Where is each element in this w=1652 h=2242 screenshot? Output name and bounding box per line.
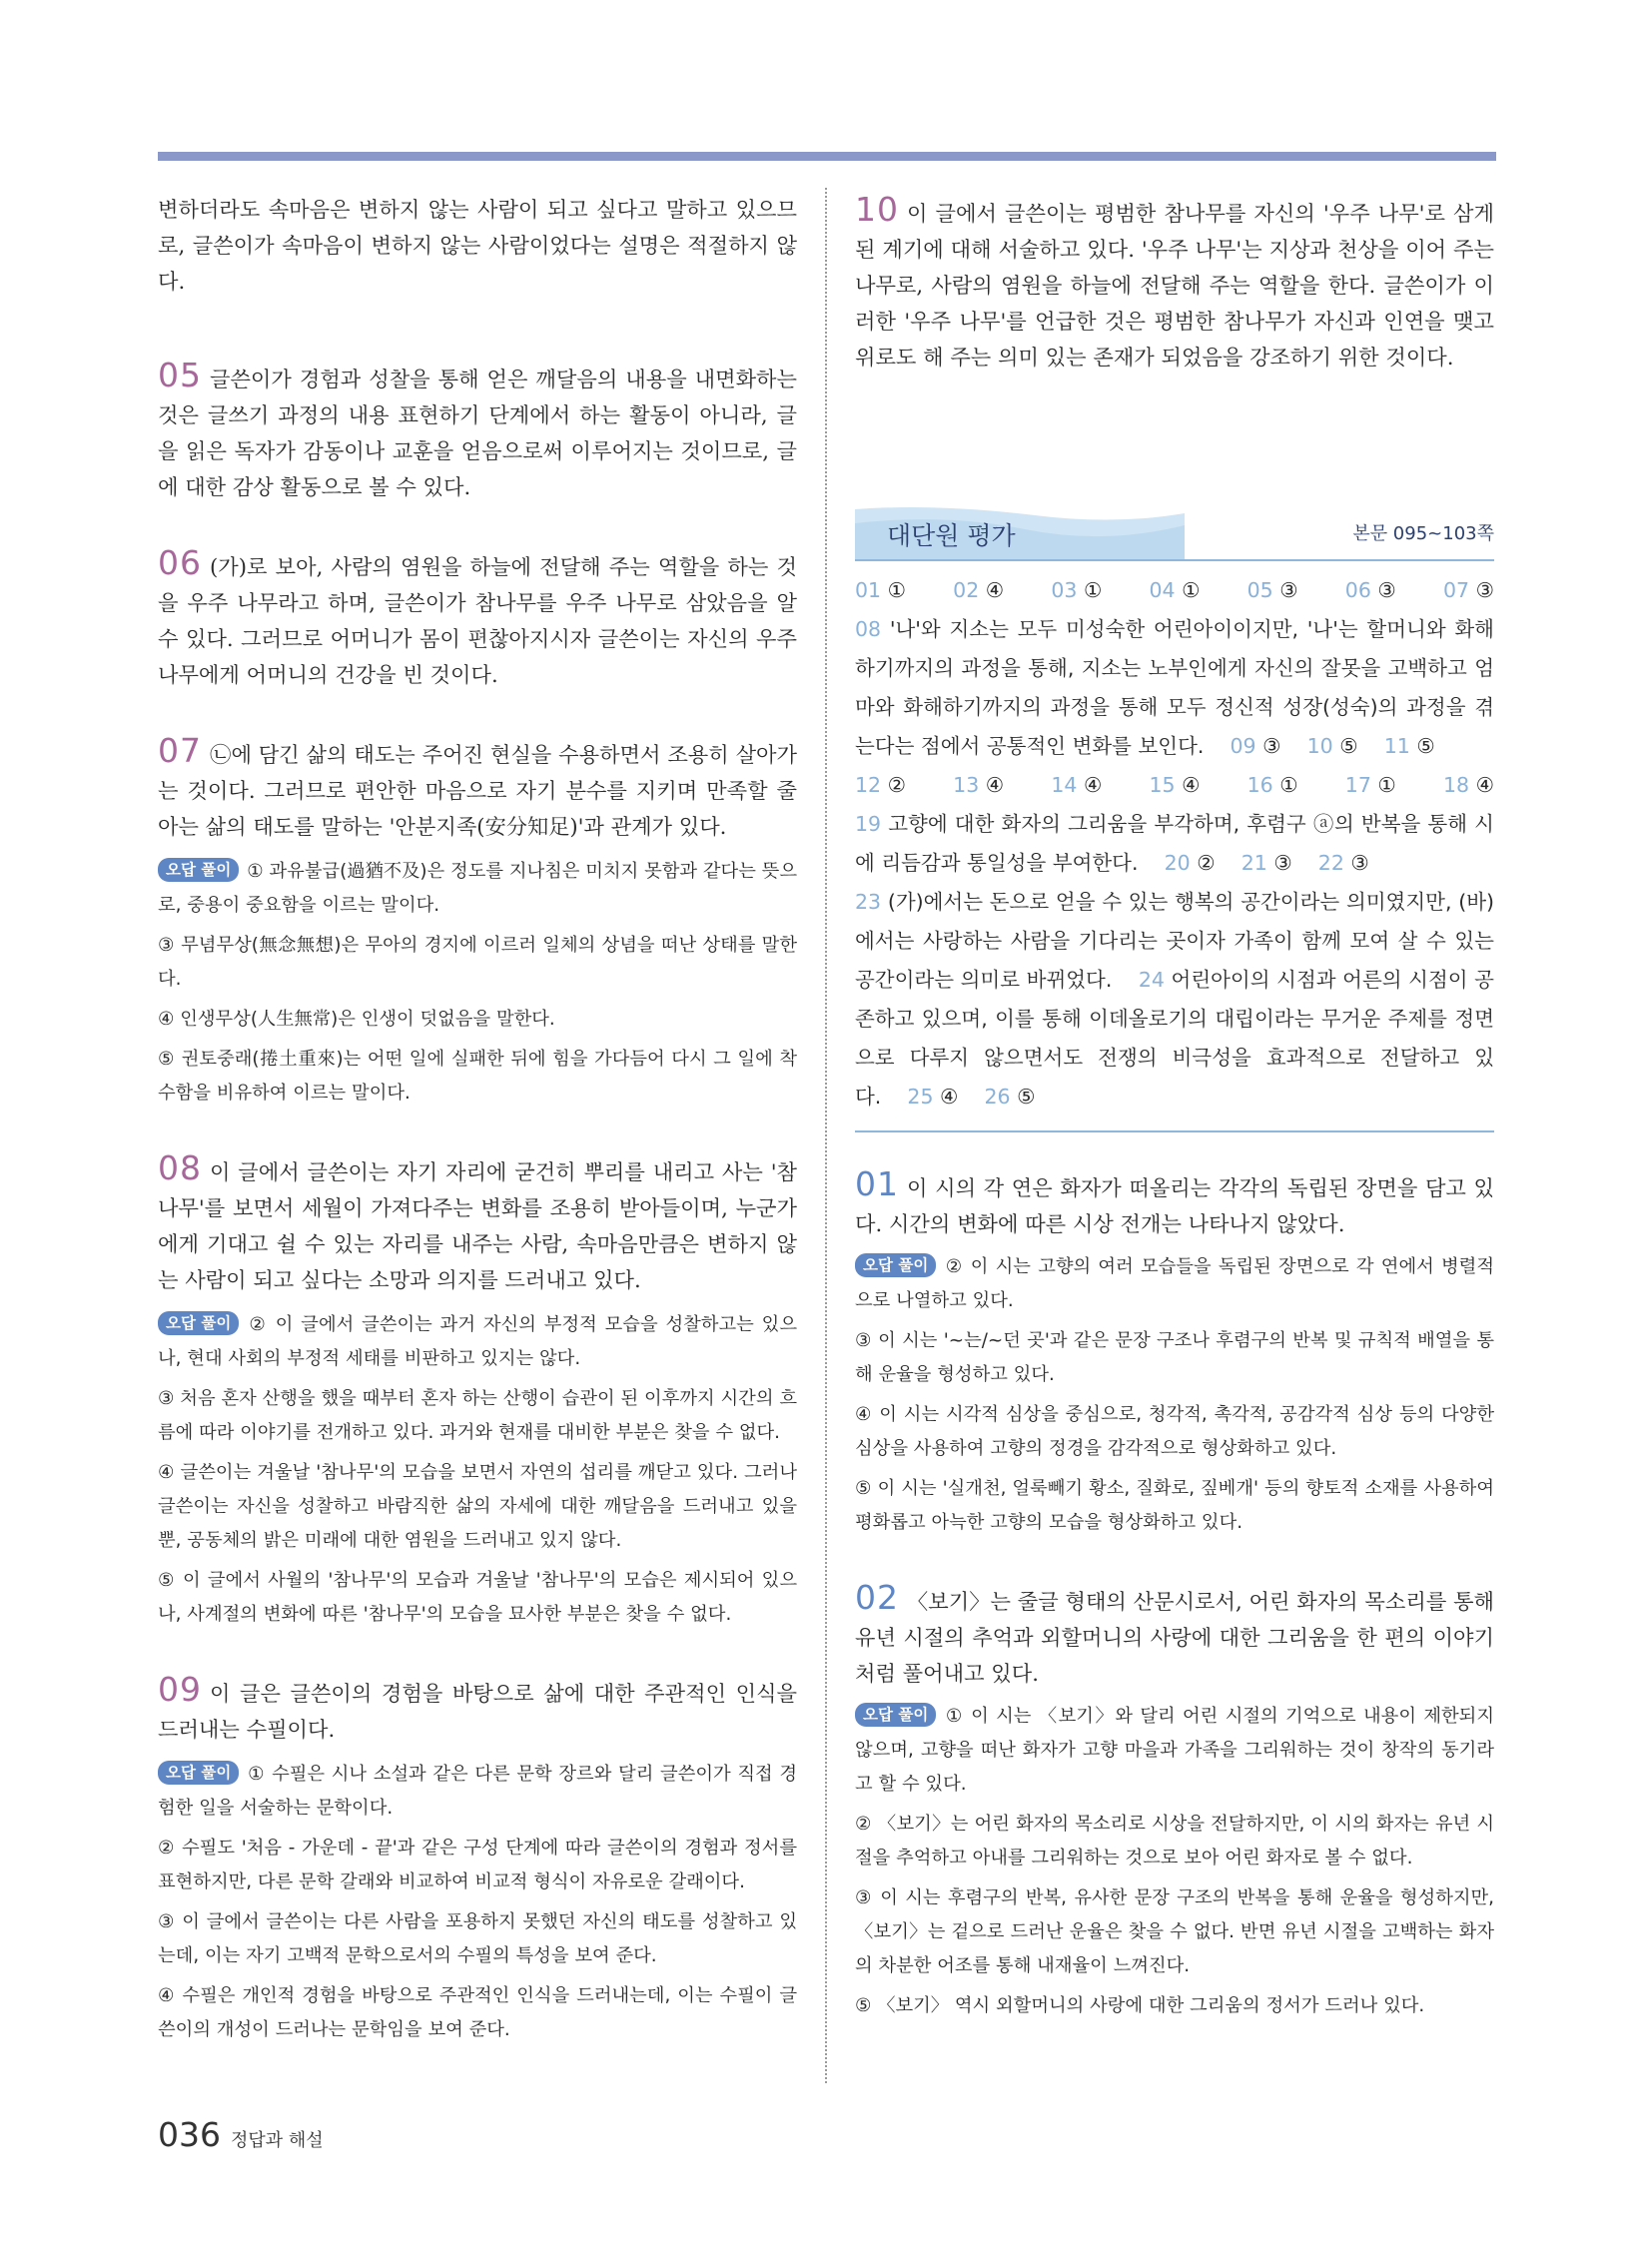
wrong-answer-badge: 오답 풀이 [158,1761,239,1785]
explanation-text: ㉡에 담긴 삶의 태도는 주어진 현실을 수용하면서 조용히 살아가는 것이다. 그러므로 편안한 마음으로 자기 분수를 지키며 만족할 줄 아는 삶의 태도를 말하는 '안분지족(安分知足)'과 관계가 있다. [158,742,797,839]
explanation-text: 이 글에서 글쓴이는 자기 자리에 굳건히 뿌리를 내리고 사는 '참나무'를 보면서 세월이 가져다주는 변화를 조용히 받아들이며, 누군가에게 기대고 쉴 수 있는 자리를 내주는 사람, 속마음만큼은 변하지 않는 사람이 되고 싶다는 소망과 의지를 드러내고 있다. [158,1159,797,1292]
wrong-answer-note: ⑤ 이 시는 '실개천, 얼룩빼기 황소, 질화로, 짚베개' 등의 향토적 소재를 사용하여 평화롭고 아늑한 고향의 모습을 형상화하고 있다. [855,1478,1494,1533]
answer-item: 18 ④ [1442,773,1494,797]
wrong-answer-note: ④ 이 시는 시각적 심상을 중심으로, 청각적, 촉각적, 공감각적 심상 등의 다양한 심상을 사용하여 고향의 정경을 감각적으로 형상화하고 있다. [855,1404,1494,1459]
section-separator [855,1130,1494,1132]
explanation-text: (가)로 보아, 사람의 염원을 하늘에 전달해 주는 역할을 하는 것을 우주 나무라고 하며, 글쓴이가 참나무를 우주 나무로 삼았음을 알 수 있다. 그러므로 어머니가 몸이 편찮아지시자 글쓴이는 자신의 우주 나무에게 어머니의 건강을 빈 것이다. [158,554,797,687]
wrong-answer-note: ② 〈보기〉는 어린 화자의 목소리로 시상을 전달하지만, 이 시의 화자는 유년 시절을 추억하고 아내를 그리워하는 것으로 보아 어린 화자로 볼 수 없다. [855,1814,1494,1868]
column-divider [825,188,827,2083]
unit-review-header [855,505,1494,561]
explanation-07 [158,733,797,1111]
answer-item: 14 ④ [1051,773,1103,797]
question-number: 02 [855,1578,899,1617]
answer-row-2 [855,766,1494,805]
unit-review-title: 대단원 평가 [887,521,1016,550]
wrong-answer-note: ② 이 글에서 글쓴이는 과거 자신의 부정적 모습을 성찰하고는 있으나, 현대 사회의 부정적 세태를 비판하고 있지는 않다. [158,1314,797,1369]
wrong-answer-note: ④ 수필은 개인적 경험을 바탕으로 주관적인 인식을 드러내는데, 이는 수필이 글쓴이의 개성이 드러나는 문학임을 보여 준다. [158,1985,797,2040]
wrong-answer-badge: 오답 풀이 [158,858,239,882]
wrong-answer-badge: 오답 풀이 [855,1253,936,1277]
answer-item: 04 ① [1149,578,1201,602]
answer-19: 19 고향에 대한 화자의 그리움을 부각하며, 후렴구 ⓐ의 반복을 통해 시에 리듬감과 통일성을 부여한다. 20 ② 21 ③ 22 ③ [855,812,1494,875]
wrong-answer-note: ⑤ 권토중래(捲土重來)는 어떤 일에 실패한 뒤에 힘을 가다듬어 다시 그 일에 착수함을 비유하여 이르는 말이다. [158,1049,797,1104]
wrong-answer-note: ④ 인생무상(人生無常)은 인생이 덧없음을 말한다. [158,1009,555,1030]
answer-row-1 [855,571,1494,610]
explanation-06 [158,545,797,693]
question-number: 07 [158,731,202,770]
explanation-text: 글쓴이가 경험과 성찰을 통해 얻은 깨달음의 내용을 내면화하는 것은 글쓰기 과정의 내용 표현하기 단계에서 하는 활동이 아니라, 글을 읽은 독자가 감동이나 교훈을 얻음으로써 이루어지는 것이므로, 글에 대한 감상 활동으로 볼 수 있다. [158,367,797,499]
wrong-answer-note: ④ 글쓴이는 겨울날 '참나무'의 모습을 보면서 자연의 섭리를 깨닫고 있다. 그러나 글쓴이는 자신을 성찰하고 바람직한 삶의 자세에 대한 깨달음을 드러내고 있을 뿐, 공동체의 밝은 미래에 대한 염원을 드러내고 있지 않다. [158,1462,797,1551]
wrong-answer-note: ⑤ 〈보기〉 역시 외할머니의 사랑에 대한 그리움의 정서가 드러나 있다. [855,1995,1425,2016]
answer-item: 02 ④ [953,578,1005,602]
wrong-answer-note: ① 수필은 시나 소설과 같은 다른 문학 장르와 달리 글쓴이가 직접 경험한 일을 서술하는 문학이다. [158,1764,797,1819]
explanation-text: 이 글에서 글쓴이는 평범한 참나무를 자신의 '우주 나무'로 삼게 된 계기에 대해 서술하고 있다. '우주 나무'는 지상과 천상을 이어 주는 나무로, 사람의 염원을 하늘에 전달해 주는 역할을 한다. 글쓴이가 이러한 '우주 나무'를 언급한 것은 평범한 참나무가 자신과 인연을 맺고 위로도 해 주는 의미 있는 존재가 되었음을 강조하기 위한 것이다. [855,201,1494,370]
answer-item: 16 ① [1246,773,1298,797]
answer-key [855,571,1494,1117]
answer-item: 07 ③ [1442,578,1494,602]
question-number: 08 [158,1148,202,1187]
wrong-answer-note: ③ 이 시는 '~는/~던 곳'과 같은 문장 구조나 후렴구의 반복 및 규칙적 배열을 통해 운율을 형성하고 있다. [855,1330,1494,1385]
answer-item: 03 ① [1051,578,1103,602]
explanation-05 [158,358,797,505]
top-rule [158,152,1496,161]
wrong-answer-note: ① 이 시는 〈보기〉와 달리 어린 시절의 기억으로 내용이 제한되지 않으며, 고향을 떠난 화자가 고향 마을과 가족을 그리워하는 것이 창작의 동기라고 할 수 있다. [855,1706,1494,1795]
answer-item: 12 ② [855,773,907,797]
left-column [158,192,797,2087]
wrong-answer-note: ③ 무념무상(無念無想)은 무아의 경지에 이르러 일체의 상념을 떠난 상태를 말한다. [158,935,797,990]
answer-23-26: 23 (가)에서는 돈으로 얻을 수 있는 행복의 공간이라는 의미였지만, (바)에서는 사랑하는 사람을 기다리는 곳이자 가족이 함께 모여 살 수 있는 공간이라는 의미로 바뀌었다. 24 어린아이의 시점과 어른의 시점이 공존하고 있으며, 이를 통해 이데올로기의 대립이라는 무거운 주제를 정면으로 다루지 않으면서도 전쟁의 비극성을 효과적으로 전달하고 있다. 25 ④ 26 ⑤ [855,890,1494,1109]
wrong-answer-badge: 오답 풀이 [158,1311,239,1335]
wrong-answer-badge: 오답 풀이 [855,1703,936,1727]
wrong-answer-note: ② 수필도 '처음 - 가운데 - 끝'과 같은 구성 단계에 따라 글쓴이의 경험과 정서를 표현하지만, 다른 문학 갈래와 비교하여 비교적 형식이 자유로운 갈래이다. [158,1838,797,1892]
question-number: 09 [158,1670,202,1709]
answer-08: 08 '나'와 지소는 모두 미성숙한 어린아이이지만, '나'는 할머니와 화해하기까지의 과정을 통해, 지소는 노부인에게 자신의 잘못을 고백하고 엄마와 화해하기까지의 과정을 통해 모두 정신적 성장(성숙)의 과정을 겪는다는 점에서 공통적인 변화를 보인다. 09 ③ 10 ⑤ 11 ⑤ [855,617,1494,758]
page-reference: 본문 095~103쪽 [1352,523,1494,544]
review-explanation-01 [855,1166,1494,1540]
answer-item: 17 ① [1344,773,1396,797]
wrong-answer-note: ③ 이 시는 후렴구의 반복, 유사한 문장 구조의 반복을 통해 운율을 형성하지만, 〈보기〉는 겉으로 드러난 운율은 찾을 수 없다. 반면 유년 시절을 고백하는 화자의 차분한 어조를 통해 내재율이 느껴진다. [855,1887,1494,1976]
explanation-text: 이 글은 글쓴이의 경험을 바탕으로 삶에 대한 주관적인 인식을 드러내는 수필이다. [158,1681,797,1742]
explanation-08 [158,1150,797,1632]
answer-item: 01 ① [855,578,907,602]
answer-item: 05 ③ [1246,578,1298,602]
answer-item: 06 ③ [1344,578,1396,602]
page-footer [158,2115,324,2154]
explanation-text: 〈보기〉는 줄글 형태의 산문시로서, 어린 화자의 목소리를 통해 유년 시절의 추억과 외할머니의 사랑에 대한 그리움을 한 편의 이야기처럼 풀어내고 있다. [855,1589,1494,1686]
continued-explanation: 변하더라도 속마음은 변하지 않는 사람이 되고 싶다고 말하고 있으므로, 글쓴이가 속마음이 변하지 않는 사람이었다는 설명은 적절하지 않다. [158,197,797,294]
review-explanation-02 [855,1580,1494,2023]
wrong-answer-note: ⑤ 이 글에서 사월의 '참나무'의 모습과 겨울날 '참나무'의 모습은 제시되어 있으나, 사계절의 변화에 따른 '참나무'의 모습을 묘사한 부분은 찾을 수 없다. [158,1570,797,1625]
explanation-10 [855,192,1494,375]
wrong-answer-note: ③ 처음 혼자 산행을 했을 때부터 혼자 하는 산행이 습관이 된 이후까지 시간의 흐름에 따라 이야기를 전개하고 있다. 과거와 현재를 대비한 부분은 찾을 수 없다. [158,1388,797,1443]
answer-item: 13 ④ [953,773,1005,797]
explanation-09 [158,1672,797,2047]
page-label: 정답과 해설 [231,2130,324,2151]
question-number: 06 [158,543,202,582]
question-number: 05 [158,356,202,394]
question-number: 10 [855,190,899,229]
answer-item: 15 ④ [1149,773,1201,797]
right-column [855,192,1494,2063]
explanation-text: 이 시의 각 연은 화자가 떠올리는 각각의 독립된 장면을 담고 있다. 시간의 변화에 따른 시상 전개는 나타나지 않았다. [855,1175,1494,1236]
wrong-answer-note: ② 이 시는 고향의 여러 모습들을 독립된 장면으로 각 연에서 병렬적으로 나열하고 있다. [855,1256,1494,1311]
page-number: 036 [158,2115,221,2154]
wrong-answer-note: ③ 이 글에서 글쓴이는 다른 사람을 포용하지 못했던 자신의 태도를 성찰하고 있는데, 이는 자기 고백적 문학으로서의 수필의 특성을 보여 준다. [158,1911,797,1966]
question-number: 01 [855,1164,899,1203]
wrong-answer-note: ① 과유불급(過猶不及)은 정도를 지나침은 미치지 못함과 같다는 뜻으로, 중용이 중요함을 이르는 말이다. [158,861,797,916]
